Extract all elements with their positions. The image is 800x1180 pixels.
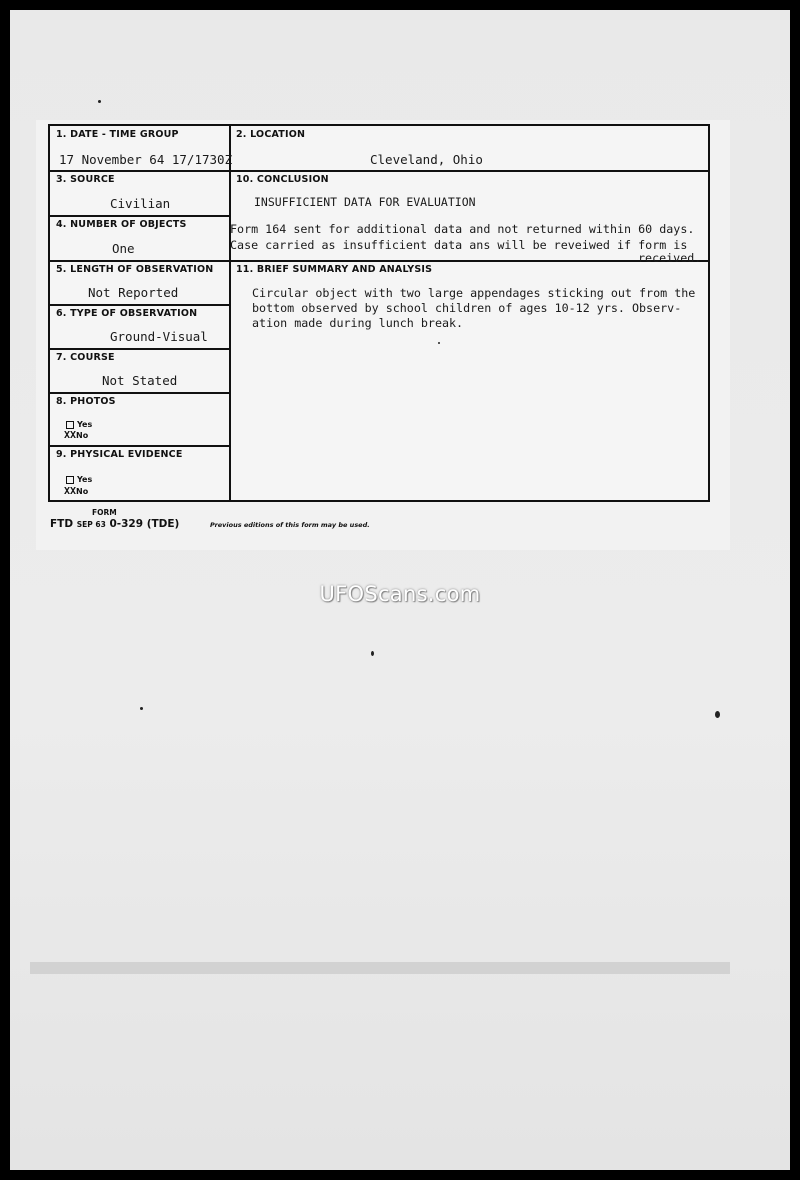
conclusion-cell [230,171,710,265]
dust-speck [371,651,374,656]
type-of-observation-value: Ground-Visual [110,329,208,344]
photos-no-text: No [76,431,89,440]
form-prefix: FTD [50,518,74,530]
source-label: 3. SOURCE [56,174,115,185]
summary-line: bottom observed by school children of ages 10-12 yrs. Observ- [252,301,682,315]
project-record-card [48,124,710,502]
location-cell [230,126,710,170]
photos-yes-option [66,420,92,429]
number-of-objects-cell [50,216,230,260]
summary-label: 11. BRIEF SUMMARY AND ANALYSIS [236,264,433,275]
date-time-group-value: 17 November 64 17/1730Z [59,152,233,167]
type-of-observation-label: 6. TYPE OF OBSERVATION [56,308,198,319]
conclusion-value: INSUFFICIENT DATA FOR EVALUATION [254,195,476,209]
physical-evidence-label: 9. PHYSICAL EVIDENCE [56,449,183,460]
type-of-observation-cell [50,305,230,349]
number-of-objects-value: One [112,241,135,256]
course-value: Not Stated [102,373,178,388]
dust-speck [438,342,440,344]
date-time-group-cell [50,126,233,170]
physical-evidence-no-text: No [76,487,89,496]
summary-cell [230,261,710,500]
page-fold-shadow [30,962,730,974]
form-number: 0-329 (TDE) [109,518,180,530]
photos-no-mark: XX [64,430,77,441]
photos-label: 8. PHOTOS [56,396,116,407]
dust-speck [98,100,101,103]
photos-yes-checkbox [66,421,74,429]
previous-editions-note: Previous editions of this form may be used. [210,521,370,529]
photos-yes-text: Yes [77,420,93,429]
length-of-observation-label: 5. LENGTH OF OBSERVATION [56,264,214,275]
number-of-objects-label: 4. NUMBER OF OBJECTS [56,219,187,230]
form-code [50,518,179,530]
conclusion-line: received. [638,251,702,265]
summary-line: ation made during lunch break. [252,316,464,330]
physical-evidence-no-mark: XX [64,486,77,497]
physical-evidence-yes-option [66,475,92,484]
location-label: 2. LOCATION [236,129,306,140]
watermark: UFOScans.com [319,582,481,606]
photos-no-option [64,430,88,441]
course-label: 7. COURSE [56,352,115,363]
photos-cell [50,393,230,445]
dust-speck [140,707,143,710]
source-cell [50,171,230,215]
course-cell [50,349,230,393]
form-date: SEP 63 [76,520,106,529]
conclusion-line: Case carried as insufficient data ans will be reveiwed if form is [230,238,688,252]
date-time-group-label: 1. DATE - TIME GROUP [56,129,179,140]
form-word: FORM [92,508,117,517]
physical-evidence-yes-checkbox [66,476,74,484]
physical-evidence-no-option [64,486,88,497]
summary-line: Circular object with two large appendages sticking out from the [252,286,696,300]
dust-speck [715,711,720,718]
length-of-observation-value: Not Reported [88,285,179,300]
physical-evidence-yes-text: Yes [77,475,93,484]
length-of-observation-cell [50,261,230,305]
source-value: Civilian [110,196,171,211]
conclusion-label: 10. CONCLUSION [236,174,329,185]
location-value: Cleveland, Ohio [370,152,483,167]
physical-evidence-cell [50,446,230,500]
conclusion-line: Form 164 sent for additional data and not returned within 60 days. [230,222,695,236]
